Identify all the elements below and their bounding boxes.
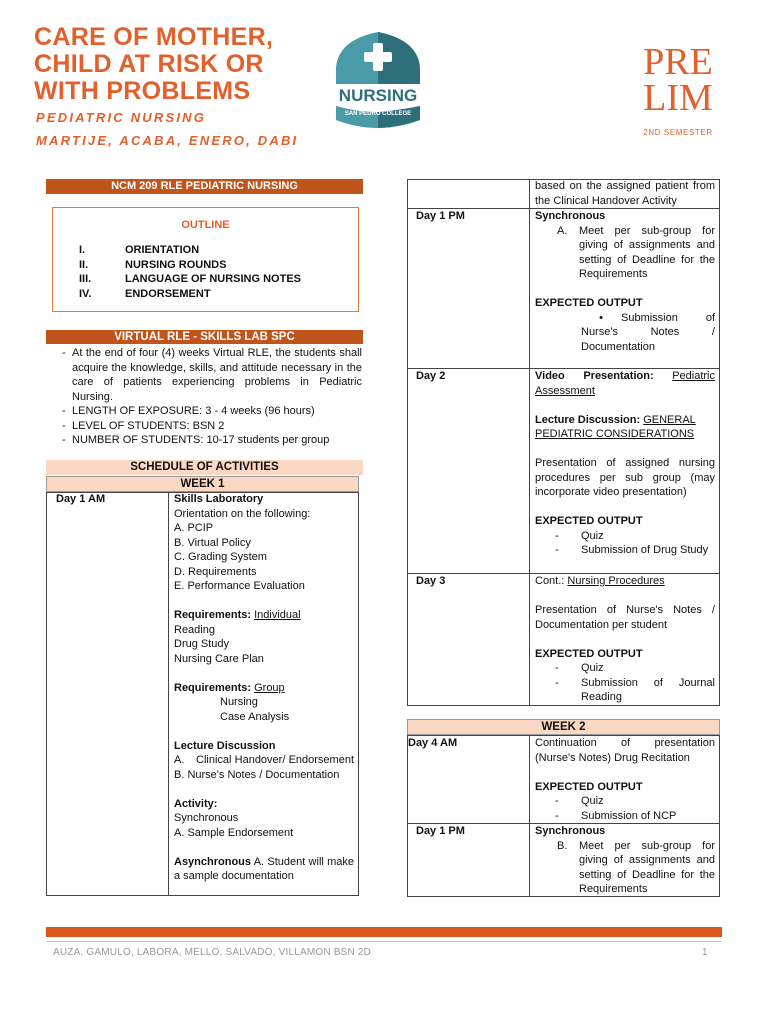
continuation-text: Continuation of presentation (Nurse's Notes) Drug Recitation	[535, 737, 715, 764]
expected-output-label: EXPECTED OUTPUT	[535, 780, 643, 793]
expected-text: Quiz	[581, 795, 604, 807]
orientation-text: Orientation on the following:	[174, 507, 311, 520]
outline-label: ORIENTATION	[125, 244, 200, 256]
dash: -	[62, 419, 66, 432]
footer-names: AUZA, GAMULO, LABORA, MELLO, SALVADO, VILLAMON BSN 2D	[53, 947, 372, 958]
bullet-text: LENGTH OF EXPOSURE: 3 - 4 weeks (96 hours)	[72, 405, 315, 417]
outline-num: IV.	[79, 287, 92, 300]
table-divider	[529, 179, 530, 706]
dash: -	[555, 795, 559, 807]
requirement-item: Case Analysis	[220, 710, 290, 723]
day1-pm-content	[535, 209, 715, 354]
table-divider	[529, 735, 530, 897]
bullet-item	[62, 404, 362, 419]
dash: -	[555, 809, 559, 822]
dash: -	[555, 676, 559, 689]
dash: -	[62, 347, 66, 359]
presentation-text: Presentation of assigned nursing procedures per sub group (may incorporate video presentation)	[535, 457, 715, 498]
logo-text: NURSING	[338, 86, 418, 105]
outline-title: OUTLINE	[181, 219, 230, 231]
day-label: Day 2	[416, 370, 446, 382]
expected-text: Submission of Nurse's Notes / Documentation	[581, 311, 715, 353]
page-number: 1	[702, 947, 708, 958]
dash: -	[62, 434, 66, 446]
sync-text: Meet per sub-group for giving of assignments and setting of Deadline for the Requirements	[579, 224, 715, 280]
group-label: Group	[254, 681, 285, 694]
expected-text: Submission of NCP	[581, 809, 677, 822]
bullet-item	[62, 346, 362, 404]
outline-box	[52, 207, 359, 312]
orientation-item: E. Performance Evaluation	[174, 580, 305, 592]
sync-text: Meet per sub-group for giving of assignments and setting of Deadline for the Requirements	[579, 839, 715, 895]
day-label: Day 1 PM	[416, 210, 465, 222]
lecture-text: Clinical Handover/ Endorsement	[196, 754, 354, 766]
course-bar: NCM 209 RLE PEDIATRIC NURSING	[46, 179, 363, 194]
expected-text: Submission of Drug Study	[581, 544, 709, 556]
requirements-label: Requirements:	[174, 609, 252, 621]
orientation-item: A. PCIP	[174, 522, 214, 534]
footer-bar	[46, 927, 722, 937]
expected-item	[535, 794, 715, 809]
video-link[interactable]: Pediatric Assessment	[535, 370, 715, 397]
dash: -	[62, 405, 66, 417]
logo-subtext: SAN PEDRO COLLEGE	[344, 111, 412, 117]
requirement-item: Reading	[174, 623, 215, 636]
outline-label: ENDORSEMENT	[125, 287, 211, 300]
expected-output-label: EXPECTED OUTPUT	[535, 647, 643, 660]
outline-label: NURSING ROUNDS	[125, 258, 227, 271]
footer-divider	[46, 941, 722, 942]
bullet: •	[599, 311, 603, 324]
outline-item	[79, 288, 301, 303]
prelim-line-1: PRE	[643, 41, 713, 83]
dash: -	[555, 662, 559, 674]
cont-link[interactable]: Nursing Procedures	[567, 575, 665, 587]
day-label: Day 4 AM	[408, 737, 458, 749]
expected-text: Quiz	[581, 529, 604, 542]
bullet-text: At the end of four (4) weeks Virtual RLE, the students shall acquire the knowledge, skills, and attitude necessary in the care of patients experiencing problems in Pediatric Nursing.	[72, 347, 362, 403]
orientation-item: B. Virtual Policy	[174, 536, 251, 549]
semester-label: 2ND SEMESTER	[643, 128, 713, 137]
expected-output-label: EXPECTED OUTPUT	[535, 515, 643, 527]
letter: A.	[557, 224, 568, 237]
outline-num: II.	[79, 258, 89, 271]
presentation-text: Presentation of Nurse's Notes / Documentation per student	[535, 604, 715, 631]
bullet-item	[62, 419, 362, 434]
outline-num: I.	[79, 244, 86, 256]
prelim-line-2: LIM	[643, 77, 713, 119]
title-line-3: WITH PROBLEMS	[34, 77, 251, 105]
outline-list	[79, 244, 301, 302]
orientation-item: D. Requirements	[174, 565, 257, 578]
requirement-item: Nursing Care Plan	[174, 652, 264, 665]
sync-label: Synchronous	[535, 210, 606, 222]
table-divider	[168, 492, 169, 896]
day3-content	[535, 574, 715, 705]
bullet-text: LEVEL OF STUDENTS: BSN 2	[72, 419, 225, 432]
outline-label: LANGUAGE OF NURSING NOTES	[125, 273, 302, 285]
outline-item	[79, 259, 301, 274]
sync-label: Synchronous	[535, 825, 606, 837]
async-text: A. Student will make a sample documentation	[174, 855, 354, 882]
week1-header: WEEK 1	[46, 476, 359, 492]
day-label: Day 1 AM	[56, 493, 106, 505]
letter: A.	[174, 754, 185, 766]
bullet-item	[62, 433, 362, 448]
day1-am-content	[174, 492, 354, 884]
dash: -	[555, 544, 559, 556]
cont-label: Cont.:	[535, 575, 565, 587]
day-label: Day 3	[416, 575, 446, 587]
title-line-1: CARE OF MOTHER,	[34, 23, 274, 51]
sync-item	[535, 224, 715, 282]
expected-item	[535, 661, 715, 676]
day4-am-content	[535, 736, 715, 823]
prelim-label	[632, 41, 724, 119]
expected-text: Submission of Journal Reading	[581, 676, 715, 703]
virtual-rle-bar: VIRTUAL RLE - SKILLS LAB SPC	[46, 330, 363, 344]
expected-item	[535, 529, 715, 544]
lecture-item	[174, 753, 354, 768]
requirement-item: Nursing	[220, 696, 258, 708]
activity-sync: Synchronous	[174, 812, 239, 824]
week2-day1-pm-content	[535, 824, 715, 897]
bullet-text: NUMBER OF STUDENTS: 10-17 students per group	[72, 434, 330, 446]
expected-item	[535, 676, 715, 705]
week2-header: WEEK 2	[407, 719, 720, 735]
requirements-label: Requirements:	[174, 681, 252, 694]
expected-item	[535, 543, 715, 558]
nursing-logo	[328, 28, 428, 132]
expected-item	[535, 311, 715, 355]
skills-lab-label: Skills Laboratory	[174, 493, 264, 505]
activity-label: Activity:	[174, 797, 218, 810]
dash: -	[555, 529, 559, 542]
expected-text: Quiz	[581, 662, 604, 674]
orientation-item: C. Grading System	[174, 551, 267, 563]
expected-output-label: EXPECTED OUTPUT	[535, 297, 643, 309]
outline-num: III.	[79, 273, 92, 285]
day2-content	[535, 369, 715, 558]
lecture-item: B. Nurse's Notes / Documentation	[174, 768, 340, 781]
letter: B.	[557, 839, 568, 852]
sync-item	[535, 839, 715, 897]
schedule-title: SCHEDULE OF ACTIVITIES	[46, 460, 363, 475]
continued-text: based on the assigned patient from the Clinical Handover Activity	[535, 180, 715, 207]
individual-label: Individual	[254, 609, 301, 621]
outline-item	[79, 273, 301, 288]
title-line-2: CHILD AT RISK OR	[34, 50, 264, 78]
virtual-rle-bullets	[62, 346, 362, 448]
subtitle: PEDIATRIC NURSING	[36, 110, 207, 125]
expected-item	[535, 809, 715, 824]
lecture-label: Lecture Discussion:	[535, 413, 641, 426]
outline-item	[79, 244, 301, 259]
document-title	[34, 24, 334, 105]
lecture-link[interactable]: GENERAL PEDIATRIC CONSIDERATIONS	[535, 413, 696, 440]
lecture-label: Lecture Discussion	[174, 739, 276, 752]
requirement-item: Drug Study	[174, 638, 230, 650]
day-label: Day 1 PM	[416, 825, 465, 837]
activity-sample: A. Sample Endorsement	[174, 826, 294, 839]
video-label: Video Presentation:	[535, 370, 654, 382]
authors: MARTIJE, ACABA, ENERO, DABI	[36, 133, 299, 148]
async-label: Asynchronous	[174, 855, 252, 868]
